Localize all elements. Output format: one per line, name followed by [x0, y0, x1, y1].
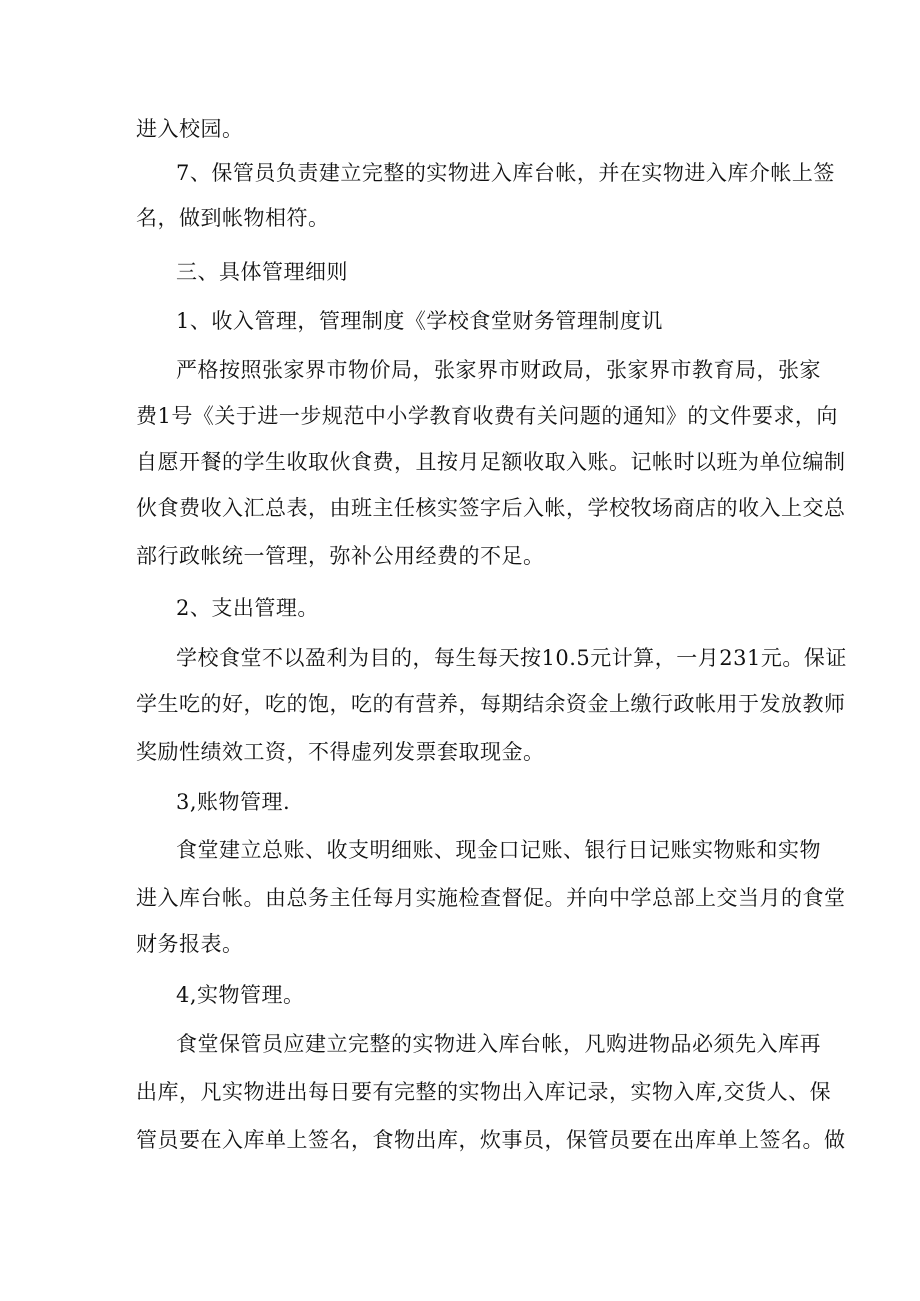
- text-line: 伙食费收入汇总表，由班主任核实签字后入帐，学校牧场商店的收入上交总: [136, 496, 846, 520]
- section-heading: 三、具体管理细则: [176, 260, 348, 284]
- subsection-heading: 4,实物管理。: [176, 983, 305, 1007]
- text-line: 食堂建立总账、收支明细账、现金口记账、银行日记账实物账和实物: [176, 838, 821, 862]
- text-line: 学校食堂不以盈利为目的，每生每天按10.5元计算，一月231元。保证: [176, 646, 847, 670]
- text-line: 财务报表。: [136, 932, 244, 956]
- text-line: 管员要在入库单上签名，食物出库，炊事员，保管员要在出库单上签名。做: [136, 1128, 846, 1152]
- text-line: 严格按照张家界市物价局，张家界市财政局，张家界市教育局，张家: [176, 358, 821, 382]
- text-line: 进入库台帐。由总务主任每月实施检查督促。并向中学总部上交当月的食堂: [136, 886, 846, 910]
- text-line: 7、保管员负责建立完整的实物进入库台帐，并在实物进入库介帐上签: [176, 161, 835, 185]
- text-line: 进入校园。: [136, 117, 244, 141]
- subsection-heading: 1、收入管理，管理制度《学校食堂财务管理制度讥: [176, 309, 663, 333]
- text-line: 自愿开餐的学生收取伙食费，且按月足额收取入账。记帐时以班为单位编制: [136, 450, 846, 474]
- text-line: 奖励性绩效工资，不得虚列发票套取现金。: [136, 740, 545, 764]
- subsection-heading: 2、支出管理。: [176, 596, 319, 620]
- text-line: 出库，凡实物进出每日要有完整的实物出入库记录，实物入库,交货人、保: [136, 1080, 832, 1104]
- text-line: 部行政帐统一管理，弥补公用经费的不足。: [136, 544, 545, 568]
- subsection-heading: 3,账物管理.: [176, 790, 291, 814]
- text-line: 学生吃的好，吃的饱，吃的有营养，每期结余资金上缴行政帐用于发放教师: [136, 692, 846, 716]
- text-line: 费1号《关于进一步规范中小学教育收费有关问题的通知》的文件要求，向: [136, 404, 838, 428]
- text-line: 食堂保管员应建立完整的实物进入库台帐，凡购进物品必须先入库再: [176, 1032, 821, 1056]
- text-line: 名，做到帐物相符。: [136, 206, 330, 230]
